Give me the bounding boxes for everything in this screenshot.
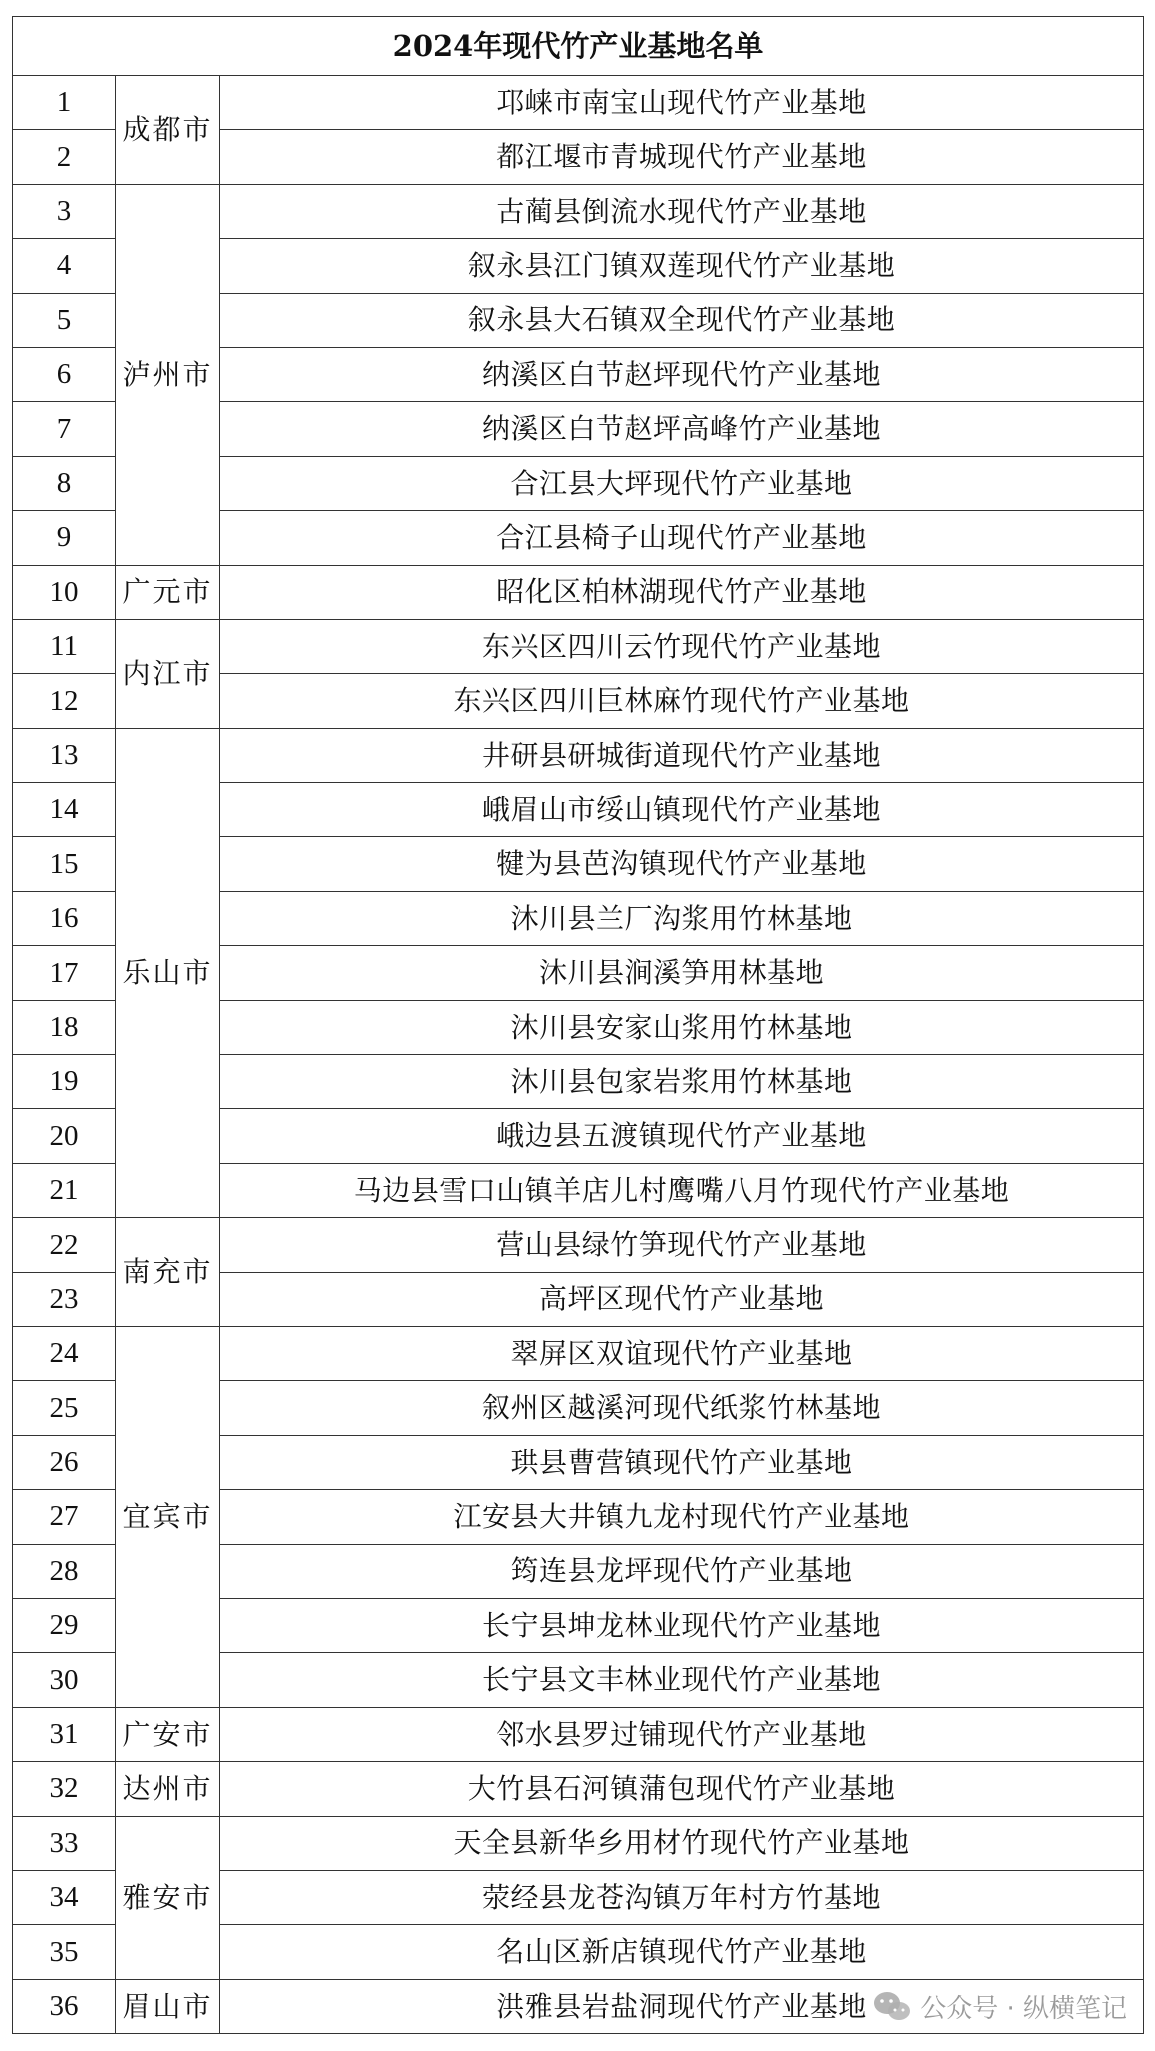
- row-number: 22: [13, 1218, 116, 1272]
- base-name-cell: 东兴区四川巨林麻竹现代竹产业基地: [220, 674, 1144, 728]
- table-row: [13, 184, 1144, 238]
- table-row: [13, 76, 1144, 130]
- base-name-cell: 东兴区四川云竹现代竹产业基地: [220, 619, 1144, 673]
- row-number: 12: [13, 674, 116, 728]
- base-name-cell: 天全县新华乡用材竹现代竹产业基地: [220, 1816, 1144, 1870]
- city-cell: 雅安市: [116, 1816, 220, 1979]
- city-cell: 成都市: [116, 76, 220, 185]
- base-name-cell: 叙永县大石镇双全现代竹产业基地: [220, 293, 1144, 347]
- base-name-cell: 纳溪区白节赵坪高峰竹产业基地: [220, 402, 1144, 456]
- base-name-cell: 沐川县涧溪笋用林基地: [220, 946, 1144, 1000]
- row-number: 6: [13, 347, 116, 401]
- table-row: [13, 1707, 1144, 1761]
- base-name-cell: 井研县研城街道现代竹产业基地: [220, 728, 1144, 782]
- row-number: 14: [13, 783, 116, 837]
- row-number: 33: [13, 1816, 116, 1870]
- base-name-cell: 高坪区现代竹产业基地: [220, 1272, 1144, 1326]
- base-name-cell: 翠屏区双谊现代竹产业基地: [220, 1326, 1144, 1380]
- base-name-cell: 沐川县包家岩浆用竹林基地: [220, 1055, 1144, 1109]
- row-number: 1: [13, 76, 116, 130]
- base-name-cell: 峨边县五渡镇现代竹产业基地: [220, 1109, 1144, 1163]
- table-row: [13, 565, 1144, 619]
- base-name-cell: 筠连县龙坪现代竹产业基地: [220, 1544, 1144, 1598]
- base-name-cell: 荥经县龙苍沟镇万年村方竹基地: [220, 1870, 1144, 1924]
- row-number: 21: [13, 1163, 116, 1217]
- row-number: 2: [13, 130, 116, 184]
- row-number: 32: [13, 1762, 116, 1816]
- base-name-cell: 长宁县坤龙林业现代竹产业基地: [220, 1598, 1144, 1652]
- city-cell: 泸州市: [116, 184, 220, 565]
- base-name-cell: 合江县大坪现代竹产业基地: [220, 456, 1144, 510]
- base-name-cell: 营山县绿竹笋现代竹产业基地: [220, 1218, 1144, 1272]
- table-body: [13, 17, 1144, 2034]
- row-number: 7: [13, 402, 116, 456]
- row-number: 28: [13, 1544, 116, 1598]
- row-number: 13: [13, 728, 116, 782]
- row-number: 26: [13, 1435, 116, 1489]
- row-number: 30: [13, 1653, 116, 1707]
- row-number: 16: [13, 891, 116, 945]
- base-name-cell: 叙州区越溪河现代纸浆竹林基地: [220, 1381, 1144, 1435]
- city-cell: 广安市: [116, 1707, 220, 1761]
- city-cell: 南充市: [116, 1218, 220, 1327]
- base-name-cell: 大竹县石河镇蒲包现代竹产业基地: [220, 1762, 1144, 1816]
- row-number: 27: [13, 1490, 116, 1544]
- base-name-cell: 长宁县文丰林业现代竹产业基地: [220, 1653, 1144, 1707]
- row-number: 17: [13, 946, 116, 1000]
- row-number: 29: [13, 1598, 116, 1652]
- table-row: [13, 1218, 1144, 1272]
- row-number: 9: [13, 511, 116, 565]
- base-name-cell: 叙永县江门镇双莲现代竹产业基地: [220, 239, 1144, 293]
- row-number: 18: [13, 1000, 116, 1054]
- row-number: 15: [13, 837, 116, 891]
- row-number: 24: [13, 1326, 116, 1380]
- base-name-cell: 马边县雪口山镇羊店儿村鹰嘴八月竹现代竹产业基地: [220, 1163, 1144, 1217]
- watermark-text: 公众号 · 纵横笔记: [920, 1994, 1127, 2024]
- base-name-cell: 江安县大井镇九龙村现代竹产业基地: [220, 1490, 1144, 1544]
- table-row: [13, 728, 1144, 782]
- base-name-cell: 邛崃市南宝山现代竹产业基地: [220, 76, 1144, 130]
- table-row: [13, 1979, 1144, 2033]
- table-title: 2024年现代竹产业基地名单: [13, 17, 1144, 76]
- city-cell: 眉山市: [116, 1979, 220, 2033]
- row-number: 3: [13, 184, 116, 238]
- row-number: 19: [13, 1055, 116, 1109]
- row-number: 31: [13, 1707, 116, 1761]
- base-name-cell: 沐川县兰厂沟浆用竹林基地: [220, 891, 1144, 945]
- city-cell: 内江市: [116, 619, 220, 728]
- base-name-cell: 纳溪区白节赵坪现代竹产业基地: [220, 347, 1144, 401]
- table-row: [13, 1816, 1144, 1870]
- base-name-cell: 峨眉山市绥山镇现代竹产业基地: [220, 783, 1144, 837]
- city-cell: 达州市: [116, 1762, 220, 1816]
- table-row: [13, 619, 1144, 673]
- base-name-cell: 都江堰市青城现代竹产业基地: [220, 130, 1144, 184]
- base-name-cell: 邻水县罗过铺现代竹产业基地: [220, 1707, 1144, 1761]
- base-name-cell: 合江县椅子山现代竹产业基地: [220, 511, 1144, 565]
- base-name-cell: 古蔺县倒流水现代竹产业基地: [220, 184, 1144, 238]
- row-number: 11: [13, 619, 116, 673]
- title-row: [13, 17, 1144, 76]
- row-number: 4: [13, 239, 116, 293]
- base-name-cell: 洪雅县岩盐洞现代竹产业基地: [220, 1979, 1144, 2033]
- city-cell: 广元市: [116, 565, 220, 619]
- base-name-cell: 昭化区柏林湖现代竹产业基地: [220, 565, 1144, 619]
- city-cell: 乐山市: [116, 728, 220, 1218]
- base-name-cell: 名山区新店镇现代竹产业基地: [220, 1925, 1144, 1979]
- row-number: 35: [13, 1925, 116, 1979]
- base-name-cell: 犍为县芭沟镇现代竹产业基地: [220, 837, 1144, 891]
- row-number: 25: [13, 1381, 116, 1435]
- row-number: 10: [13, 565, 116, 619]
- row-number: 23: [13, 1272, 116, 1326]
- base-name-cell: 沐川县安家山浆用竹林基地: [220, 1000, 1144, 1054]
- row-number: 8: [13, 456, 116, 510]
- row-number: 36: [13, 1979, 116, 2033]
- table-row: [13, 1326, 1144, 1380]
- row-number: 34: [13, 1870, 116, 1924]
- table-row: [13, 1762, 1144, 1816]
- row-number: 5: [13, 293, 116, 347]
- base-name-cell: 珙县曹营镇现代竹产业基地: [220, 1435, 1144, 1489]
- city-cell: 宜宾市: [116, 1326, 220, 1707]
- row-number: 20: [13, 1109, 116, 1163]
- base-list-table: [12, 16, 1144, 2034]
